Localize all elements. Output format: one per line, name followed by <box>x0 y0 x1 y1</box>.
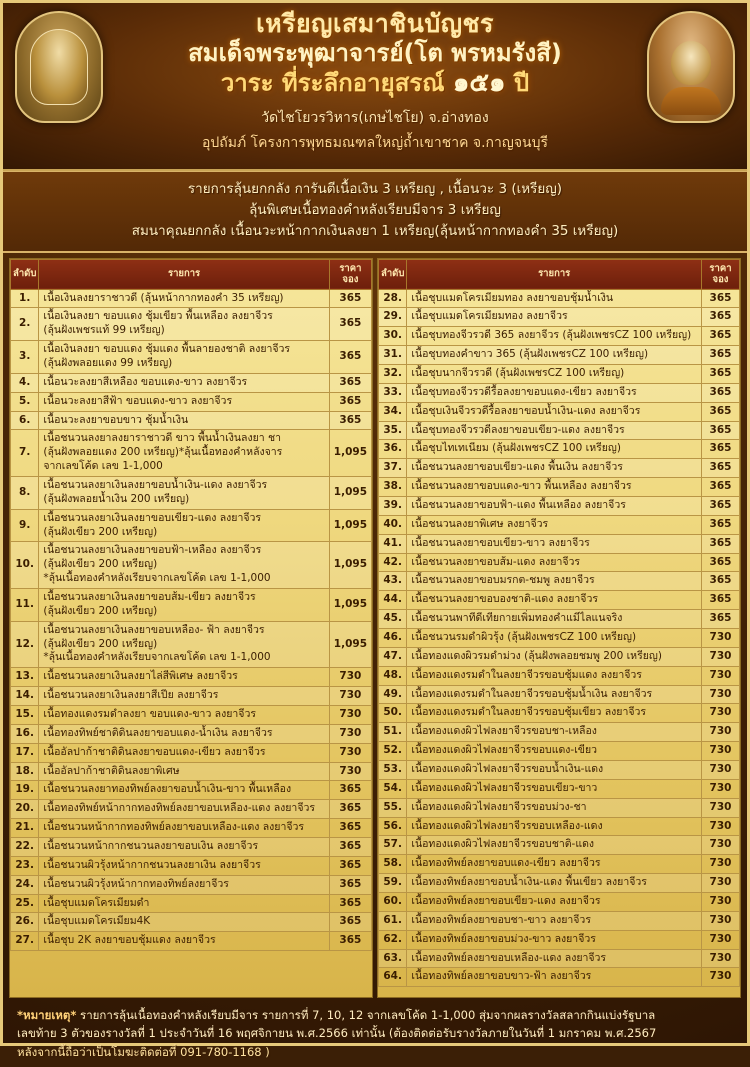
row-number: 26. <box>11 913 39 932</box>
row-price: 730 <box>702 629 740 648</box>
row-price: 365 <box>329 289 371 308</box>
row-price: 730 <box>702 836 740 855</box>
row-price: 730 <box>329 687 371 706</box>
row-price: 365 <box>702 346 740 365</box>
notice-bar <box>3 171 747 253</box>
row-price: 1,095 <box>329 430 371 477</box>
row-number: 64. <box>379 968 407 987</box>
row-description: เนื้อชนวนลงยาเงินลงยาสีเปีย ลงยาจีวร <box>39 687 329 706</box>
row-number: 35. <box>379 421 407 440</box>
table-header-row <box>379 259 740 289</box>
notice-line-1: รายการลุ้นยกกลัง การันตีเนื้อเงิน 3 เหรียญ , เนื้อนวะ 3 (เหรียญ) <box>187 181 563 197</box>
row-description: เนื้อชนวนลงยาเงินลงยาไล่สีพิเศษ ลงยาจีวร <box>39 668 329 687</box>
row-price: 365 <box>329 800 371 819</box>
row-number: 27. <box>11 932 39 951</box>
temple-name: วัดไชโยวรวิหาร(เกษไชโย) จ.อ่างทอง <box>261 110 489 127</box>
row-number: 1. <box>11 289 39 308</box>
row-description: เนื้อทองทิพย์ลงยาขอบม่วง-ขาว ลงยาจีวร <box>407 930 702 949</box>
row-number: 10. <box>11 542 39 589</box>
row-number: 62. <box>379 930 407 949</box>
row-price: 365 <box>702 478 740 497</box>
row-price: 730 <box>329 724 371 743</box>
table-row <box>11 838 372 857</box>
row-description: เนื้อชนวนลงยาเงินลงยาขอบน้ำเงิน-แดง ลงยาจีวร (ลุ้นฝังพลอยน้ำเงิน 200 เหรียญ) <box>39 477 329 510</box>
row-price: 365 <box>329 932 371 951</box>
row-description: เนื้อทองแดงผิวไฟลงยาจีวรขอบแดง-เขียว <box>407 742 702 761</box>
row-description: เนื้อชุบไทเทเนียม (ลุ้นฝังเพชรCZ 100 เหรียญ) <box>407 440 702 459</box>
row-number: 18. <box>11 762 39 781</box>
row-number: 44. <box>379 591 407 610</box>
row-price: 1,095 <box>329 621 371 668</box>
row-price: 730 <box>702 798 740 817</box>
table-row <box>379 723 740 742</box>
row-description: เนื้อนวะลงยาสีฟ้า ขอบแดง-ขาว ลงยาจีวร <box>39 392 329 411</box>
row-price: 365 <box>329 411 371 430</box>
header-text-block <box>99 9 651 154</box>
row-number: 8. <box>11 477 39 510</box>
row-number: 63. <box>379 949 407 968</box>
table-row <box>11 819 372 838</box>
row-number: 20. <box>11 800 39 819</box>
row-description: เนื้อชนวนลงยาขอบมรกต-ชมพู ลงยาจีวร <box>407 572 702 591</box>
table-row <box>379 459 740 478</box>
table-row <box>11 913 372 932</box>
price-table-left <box>10 259 372 951</box>
row-number: 28. <box>379 289 407 308</box>
amulet-medal-left-inner <box>30 29 88 105</box>
table-row <box>379 591 740 610</box>
row-description: เนื้อทองทิพย์ลงยาขอบเหลือง-แดง ลงยาจีวร <box>407 949 702 968</box>
footnote-line-1: รายการลุ้นเนื้อทองคำหลังเรียบมีจาร รายการที่ 7, 10, 12 จากเลขโค้ด 1-1,000 สุ่มจากผลรางวัลสลากกินแบ่งรัฐบาล <box>76 1007 656 1022</box>
row-number: 17. <box>11 743 39 762</box>
row-description: เนื้อนวะลงยาสีเหลือง ขอบแดง-ขาว ลงยาจีวร <box>39 373 329 392</box>
table-row <box>11 542 372 589</box>
row-price: 365 <box>702 459 740 478</box>
row-description: เนื้อชนวนลงยาเงินลงยาขอบเขียว-แดง ลงยาจีวร (ลุ้นฝังเขียว 200 เหรียญ) <box>39 509 329 542</box>
row-number: 60. <box>379 893 407 912</box>
table-row <box>11 308 372 341</box>
row-number: 21. <box>11 819 39 838</box>
row-price: 365 <box>329 308 371 341</box>
row-description: เนื้อชนวนลงยาเงินลงยาขอบเหลือง- ฟ้า ลงยาจีวร (ลุ้นฝังเขียว 200 เหรียญ) *ลุ้นเนื้อทองคำหลังเรียบจากเลขโค้ด เลข 1-1,000 <box>39 621 329 668</box>
row-price: 730 <box>702 855 740 874</box>
row-description: เนื้อทองทิพย์ชาติดินลงยาขอบแดง-น้ำเงิน ลงยาจีวร <box>39 724 329 743</box>
table-row <box>379 666 740 685</box>
row-price: 730 <box>702 723 740 742</box>
table-row <box>379 911 740 930</box>
row-price: 730 <box>702 817 740 836</box>
row-price: 365 <box>329 373 371 392</box>
table-row <box>11 477 372 510</box>
footnote-line-2: เลขท้าย 3 ตัวของรางวัลที่ 1 ประจำวันที่ 16 พฤศจิกายน พ.ศ.2566 เท่านั้น (ต้องติดต่อรับรางวัลภายในวันที่ 1 มกราคม พ.ศ.2567 <box>17 1026 657 1041</box>
table-row <box>379 761 740 780</box>
row-number: 57. <box>379 836 407 855</box>
monk-robe-icon <box>661 87 721 115</box>
row-price: 1,095 <box>329 542 371 589</box>
anniversary-number: ๑๕๑ <box>452 68 506 99</box>
row-description: เนื้อชนวนรมดำผิวรุ้ง (ลุ้นฝังเพชรCZ 100 เหรียญ) <box>407 629 702 648</box>
row-description: เนื้อทองทิพย์ลงยาขอบแดง-เขียว ลงยาจีวร <box>407 855 702 874</box>
table-row <box>11 724 372 743</box>
row-number: 37. <box>379 459 407 478</box>
table-row <box>379 817 740 836</box>
row-description: เนื้อทองทิพย์ลงยาขอบชา-ขาว ลงยาจีวร <box>407 911 702 930</box>
row-description: เนื้อทองแดงรมดำในลงยาจีวรขอบชุ้มน้ำเงิน ลงยาจีวร <box>407 685 702 704</box>
row-price: 365 <box>702 327 740 346</box>
row-description: เนื้อเงินลงยา ขอบแดง ชุ้มแดง พื้นลายองชาติ ลงยาจีวร (ลุ้นฝังพลอยแดง 99 เหรียญ) <box>39 341 329 374</box>
table-row <box>379 421 740 440</box>
row-number: 14. <box>11 687 39 706</box>
table-row <box>379 930 740 949</box>
row-description: เนื้อชุบทองจีวรวดี 365 ลงยาจีวร (ลุ้นฝังเพชรCZ 100 เหรียญ) <box>407 327 702 346</box>
table-row <box>11 932 372 951</box>
table-row <box>11 800 372 819</box>
row-number: 7. <box>11 430 39 477</box>
row-price: 730 <box>702 704 740 723</box>
row-description: เนื้อทองทิพย์ลงยาขอบน้ำเงิน-แดง พื้นเขียว ลงยาจีวร <box>407 874 702 893</box>
column-header-desc: รายการ <box>39 259 329 289</box>
row-description: เนื้อชนวนลงยาเงินลงยาขอบส้ม-เขียว ลงยาจีวร (ลุ้นฝังเขียว 200 เหรียญ) <box>39 589 329 622</box>
row-number: 50. <box>379 704 407 723</box>
table-row <box>11 875 372 894</box>
table-row <box>11 289 372 308</box>
row-description: เนื้อทองแดงรมดำลงยา ขอบแดง-ขาว ลงยาจีวร <box>39 706 329 725</box>
row-price: 365 <box>702 497 740 516</box>
row-price: 730 <box>702 742 740 761</box>
notice-line-3: สมนาคุณยกกลัง เนื้อนวะหน้ากากเงินลงยา 1 เหรียญ(ลุ้นหน้ากากทองคำ 35 เหรียญ) <box>131 222 619 239</box>
price-table-right-body <box>379 289 740 987</box>
price-tables <box>3 253 747 998</box>
row-description: เนื้อชุบทองจีวรวดีลงยาขอบเขียว-แดง ลงยาจีวร <box>407 421 702 440</box>
table-row <box>379 308 740 327</box>
row-description: เนื้อทองแดงผิวรมดำม่วง (ลุ้นฝังพลอยชมพู 200 เหรียญ) <box>407 647 702 666</box>
poster-title-line1: เหรียญเสมาชินบัญชร <box>256 9 494 38</box>
table-row <box>379 647 740 666</box>
row-description: เนื้อทองแดงรมดำในลงยาจีวรขอบชุ้มแดง ลงยาจีวร <box>407 666 702 685</box>
row-price: 365 <box>329 341 371 374</box>
row-description: เนื้อทองแดงผิวไฟลงยาจีวรขอบเขียว-ขาว <box>407 779 702 798</box>
table-row <box>379 346 740 365</box>
row-number: 49. <box>379 685 407 704</box>
row-price: 365 <box>329 392 371 411</box>
row-number: 6. <box>11 411 39 430</box>
column-header-desc: รายการ <box>407 259 702 289</box>
row-price: 365 <box>329 894 371 913</box>
poster-title-line3 <box>99 67 651 101</box>
row-description: เนื้อทองทิพย์ลงยาขอบเขียว-แดง ลงยาจีวร <box>407 893 702 912</box>
row-number: 3. <box>11 341 39 374</box>
row-description: เนื้อชุบทองจีวรวดีรื้อลงยาขอบแดง-เขียว ลงยาจีวร <box>407 383 702 402</box>
row-price: 365 <box>329 875 371 894</box>
monk-portrait-icon <box>647 11 735 123</box>
row-description: เนื้อชนวนลงยาขอบเขียว-แดง พื้นเงิน ลงยาจีวร <box>407 459 702 478</box>
row-number: 16. <box>11 724 39 743</box>
row-price: 365 <box>702 364 740 383</box>
table-row <box>379 874 740 893</box>
row-number: 53. <box>379 761 407 780</box>
row-description: เนื้ออัลปาก้าชาติดินลงยาพิเศษ <box>39 762 329 781</box>
row-number: 56. <box>379 817 407 836</box>
row-number: 12. <box>11 621 39 668</box>
row-number: 4. <box>11 373 39 392</box>
amulet-medal-left-icon <box>15 11 103 123</box>
table-row <box>11 706 372 725</box>
column-header-price: ราคาจอง <box>702 259 740 289</box>
row-number: 39. <box>379 497 407 516</box>
row-description: เนื้อชุบแมดโครเมียมดำ <box>39 894 329 913</box>
row-price: 365 <box>702 289 740 308</box>
table-row <box>11 589 372 622</box>
table-row <box>379 949 740 968</box>
footnote-star: *หมายเหตุ* <box>17 1007 77 1022</box>
row-description: เนื้อชนวนลงยาพิเศษ ลงยาจีวร <box>407 515 702 534</box>
row-price: 730 <box>329 706 371 725</box>
table-row <box>11 373 372 392</box>
row-description: เนื้อชนวนลงยาขอบองชาติ-แดง ลงยาจีวร <box>407 591 702 610</box>
row-price: 730 <box>702 893 740 912</box>
row-number: 41. <box>379 534 407 553</box>
table-row <box>379 779 740 798</box>
row-number: 52. <box>379 742 407 761</box>
table-row <box>11 687 372 706</box>
row-price: 730 <box>329 743 371 762</box>
row-number: 9. <box>11 509 39 542</box>
row-price: 730 <box>702 761 740 780</box>
row-description: เนื้อชนวนลงยาเงินลงยาขอบฟ้า-เหลือง ลงยาจีวร (ลุ้นฝังเขียว 200 เหรียญ) *ลุ้นเนื้อทองคำหลังเรียบจากเลขโค้ด เลข 1-1,000 <box>39 542 329 589</box>
row-number: 11. <box>11 589 39 622</box>
table-header-row <box>11 259 372 289</box>
poster-title-line3-post: ปี <box>505 69 530 98</box>
row-description: เนื้อชนวนพาทีดีเทียกายเพิ่มทองคำแมีไลแนจริง <box>407 610 702 629</box>
row-price: 365 <box>702 308 740 327</box>
row-price: 365 <box>329 913 371 932</box>
row-number: 55. <box>379 798 407 817</box>
row-description: เนื้อชุบนากจีวรวดี (ลุ้นฝังเพชรCZ 100 เหรียญ) <box>407 364 702 383</box>
table-row <box>379 629 740 648</box>
row-description: เนื้อทองแดงรมดำในลงยาจีวรขอบชุ้มเขียว ลงยาจีวร <box>407 704 702 723</box>
row-number: 47. <box>379 647 407 666</box>
row-number: 30. <box>379 327 407 346</box>
table-row <box>379 553 740 572</box>
row-number: 31. <box>379 346 407 365</box>
table-row <box>379 402 740 421</box>
row-description: เนื้อทองทิพย์หน้ากากทองทิพย์ลงยาขอบเหลือง-แดง ลงยาจีวร <box>39 800 329 819</box>
row-description: เนื้อทองแดงผิวไฟลงยาจีวรขอบชาติ-แดง <box>407 836 702 855</box>
row-number: 36. <box>379 440 407 459</box>
table-row <box>11 762 372 781</box>
row-number: 48. <box>379 666 407 685</box>
table-row <box>379 497 740 516</box>
row-price: 365 <box>702 591 740 610</box>
row-description: เนื้อชนวนลงยาขอบส้ม-แดง ลงยาจีวร <box>407 553 702 572</box>
row-price: 365 <box>702 440 740 459</box>
poster-title-line3-pre: วาระ ที่ระลึกอายุสรณ์ <box>220 69 453 98</box>
footnote <box>3 998 747 1067</box>
table-row <box>379 478 740 497</box>
table-row <box>379 968 740 987</box>
row-price: 365 <box>702 421 740 440</box>
row-description: เนื้อทองแดงผิวไฟลงยาจีวรขอบเหลือง-แดง <box>407 817 702 836</box>
price-table-left-body <box>11 289 372 951</box>
row-price: 365 <box>702 402 740 421</box>
row-number: 46. <box>379 629 407 648</box>
row-number: 42. <box>379 553 407 572</box>
row-number: 38. <box>379 478 407 497</box>
poster-header <box>3 3 747 171</box>
row-price: 1,095 <box>329 477 371 510</box>
row-number: 29. <box>379 308 407 327</box>
table-row <box>379 798 740 817</box>
row-price: 730 <box>702 666 740 685</box>
row-description: เนื้อชนวนลงยาขอบเขียว-ขาว ลงยาจีวร <box>407 534 702 553</box>
table-row <box>379 289 740 308</box>
table-row <box>11 743 372 762</box>
row-description: เนื้อชนวนลงยาขอบฟ้า-แดง พื้นเหลือง ลงยาจีวร <box>407 497 702 516</box>
poster-title-line2: สมเด็จพระพุฒาจารย์(โต พรหมรังสี) <box>188 38 562 67</box>
table-row <box>379 383 740 402</box>
table-row <box>379 610 740 629</box>
row-description: เนื้อชนวนลงยาทองทิพย์ลงยาขอบน้ำเงิน-ขาว พื้นเหลือง <box>39 781 329 800</box>
row-description: เนื้อทองแดงผิวไฟลงยาจีวรขอบม่วง-ชา <box>407 798 702 817</box>
row-description: เนื้อชุบแมดโครเมียมทอง ลงยาจีวร <box>407 308 702 327</box>
row-number: 23. <box>11 856 39 875</box>
row-number: 19. <box>11 781 39 800</box>
table-row <box>11 509 372 542</box>
row-description: เนื้ออัลปาก้าชาติดินลงยาขอบแดง-เขียว ลงยาจีวร <box>39 743 329 762</box>
table-row <box>11 781 372 800</box>
row-number: 34. <box>379 402 407 421</box>
row-number: 61. <box>379 911 407 930</box>
row-price: 730 <box>702 949 740 968</box>
table-row <box>379 742 740 761</box>
row-number: 25. <box>11 894 39 913</box>
row-price: 730 <box>702 685 740 704</box>
row-price: 365 <box>329 819 371 838</box>
row-price: 730 <box>702 968 740 987</box>
table-row <box>379 364 740 383</box>
row-price: 365 <box>702 515 740 534</box>
row-price: 365 <box>702 553 740 572</box>
table-row <box>379 836 740 855</box>
row-description: เนื้อทองแดงผิวไฟลงยาจีวรขอบน้ำเงิน-แดง <box>407 761 702 780</box>
row-number: 40. <box>379 515 407 534</box>
row-price: 730 <box>702 930 740 949</box>
row-description: เนื้อชนวนลงยาลงยาราชาวดี ขาว พื้นน้ำเงินลงยา ชา (ลุ้นฝังพลอยแดง 200 เหรียญ)*ลุ้นเนื้อทองคำหลังจาร จากเลขโค้ด เลข 1-1,000 <box>39 430 329 477</box>
footnote-line-3: หลังจากนี้ถือว่าเป็นโมฆะติดต่อที่ 091-780-1168 ) <box>17 1044 270 1059</box>
row-number: 13. <box>11 668 39 687</box>
row-description: เนื้อชนวนผิวรุ้งหน้ากากทองทิพย์ลงยาจีวร <box>39 875 329 894</box>
column-header-no: ลำดับ <box>379 259 407 289</box>
monk-face-icon <box>671 41 711 85</box>
row-number: 22. <box>11 838 39 857</box>
row-description: เนื้อเงินลงยา ขอบแดง ชุ้มเขียว พื้นเหลือง ลงยาจีวร (ลุ้นฝังเพชรแท้ 99 เหรียญ) <box>39 308 329 341</box>
row-price: 730 <box>329 668 371 687</box>
row-number: 59. <box>379 874 407 893</box>
row-price: 365 <box>702 572 740 591</box>
row-price: 365 <box>702 610 740 629</box>
table-row <box>11 392 372 411</box>
row-price: 365 <box>702 383 740 402</box>
table-row <box>379 893 740 912</box>
row-description: เนื้อชนวนหน้ากากทองทิพย์ลงยาขอบเหลือง-แดง ลงยาจีวร <box>39 819 329 838</box>
row-price: 730 <box>702 647 740 666</box>
table-row <box>11 668 372 687</box>
row-description: เนื้อชุบแมดโครเมียม4K <box>39 913 329 932</box>
row-price: 365 <box>329 781 371 800</box>
table-row <box>11 621 372 668</box>
row-number: 32. <box>379 364 407 383</box>
row-description: เนื้อชุบ 2K ลงยาขอบชุ้มแดง ลงยาจีวร <box>39 932 329 951</box>
table-row <box>379 515 740 534</box>
row-price: 730 <box>329 762 371 781</box>
notice-line-2: ลุ้นพิเศษเนื้อทองคำหลังเรียบมีจาร 3 เหรียญ <box>249 201 501 218</box>
row-number: 58. <box>379 855 407 874</box>
row-price: 365 <box>329 838 371 857</box>
table-row <box>379 327 740 346</box>
row-number: 54. <box>379 779 407 798</box>
row-number: 2. <box>11 308 39 341</box>
row-description: เนื้อชนวนผิวรุ้งหน้ากากชนวนลงยาเงิน ลงยาจีวร <box>39 856 329 875</box>
row-price: 730 <box>702 779 740 798</box>
row-description: เนื้อชนวนลงยาขอบแดง-ขาว พื้นเหลือง ลงยาจีวร <box>407 478 702 497</box>
row-price: 1,095 <box>329 589 371 622</box>
row-price: 365 <box>702 534 740 553</box>
row-number: 24. <box>11 875 39 894</box>
row-description: เนื้อชุบแมดโครเมียมทอง ลงยาขอบชุ้มน้ำเงิน <box>407 289 702 308</box>
column-header-price: ราคาจอง <box>329 259 371 289</box>
row-description: เนื้อชุบทองคำขาว 365 (ลุ้นฝังเพชรCZ 100 เหรียญ) <box>407 346 702 365</box>
row-price: 730 <box>702 874 740 893</box>
row-price: 1,095 <box>329 509 371 542</box>
table-row <box>379 704 740 723</box>
row-number: 43. <box>379 572 407 591</box>
row-price: 730 <box>702 911 740 930</box>
row-description: เนื้อชนวนหน้ากากชนวนลงยาขอบเงิน ลงยาจีวร <box>39 838 329 857</box>
row-description: เนื้อนวะลงยาขอบขาว ชุ้มน้ำเงิน <box>39 411 329 430</box>
price-table-left-wrapper <box>9 258 373 998</box>
table-row <box>11 856 372 875</box>
row-description: เนื้อทองแดงผิวไฟลงยาจีวรขอบชา-เหลือง <box>407 723 702 742</box>
row-description: เนื้อเงินลงยาราชาวดี (ลุ้นหน้ากากทองคำ 35 เหรียญ) <box>39 289 329 308</box>
table-row <box>379 572 740 591</box>
column-header-no: ลำดับ <box>11 259 39 289</box>
row-description: เนื้อชุบเงินจีวรวดีรื้อลงยาขอบน้ำเงิน-แดง ลงยาจีวร <box>407 402 702 421</box>
row-number: 45. <box>379 610 407 629</box>
row-number: 51. <box>379 723 407 742</box>
row-number: 33. <box>379 383 407 402</box>
price-table-right-wrapper <box>377 258 741 998</box>
table-row <box>379 440 740 459</box>
table-row <box>379 534 740 553</box>
table-row <box>379 855 740 874</box>
project-name: อุปถัมภ์ โครงการพุทธมณฑลใหญ่ถ้ำเขาชาค จ.กาญจนบุรี <box>201 135 549 152</box>
table-row <box>11 894 372 913</box>
table-row <box>11 430 372 477</box>
table-row <box>379 685 740 704</box>
row-number: 5. <box>11 392 39 411</box>
table-row <box>11 341 372 374</box>
row-description: เนื้อทองทิพย์ลงยาขอบขาว-ฟ้า ลงยาจีวร <box>407 968 702 987</box>
price-table-right <box>378 259 740 988</box>
row-number: 15. <box>11 706 39 725</box>
table-row <box>11 411 372 430</box>
row-price: 365 <box>329 856 371 875</box>
